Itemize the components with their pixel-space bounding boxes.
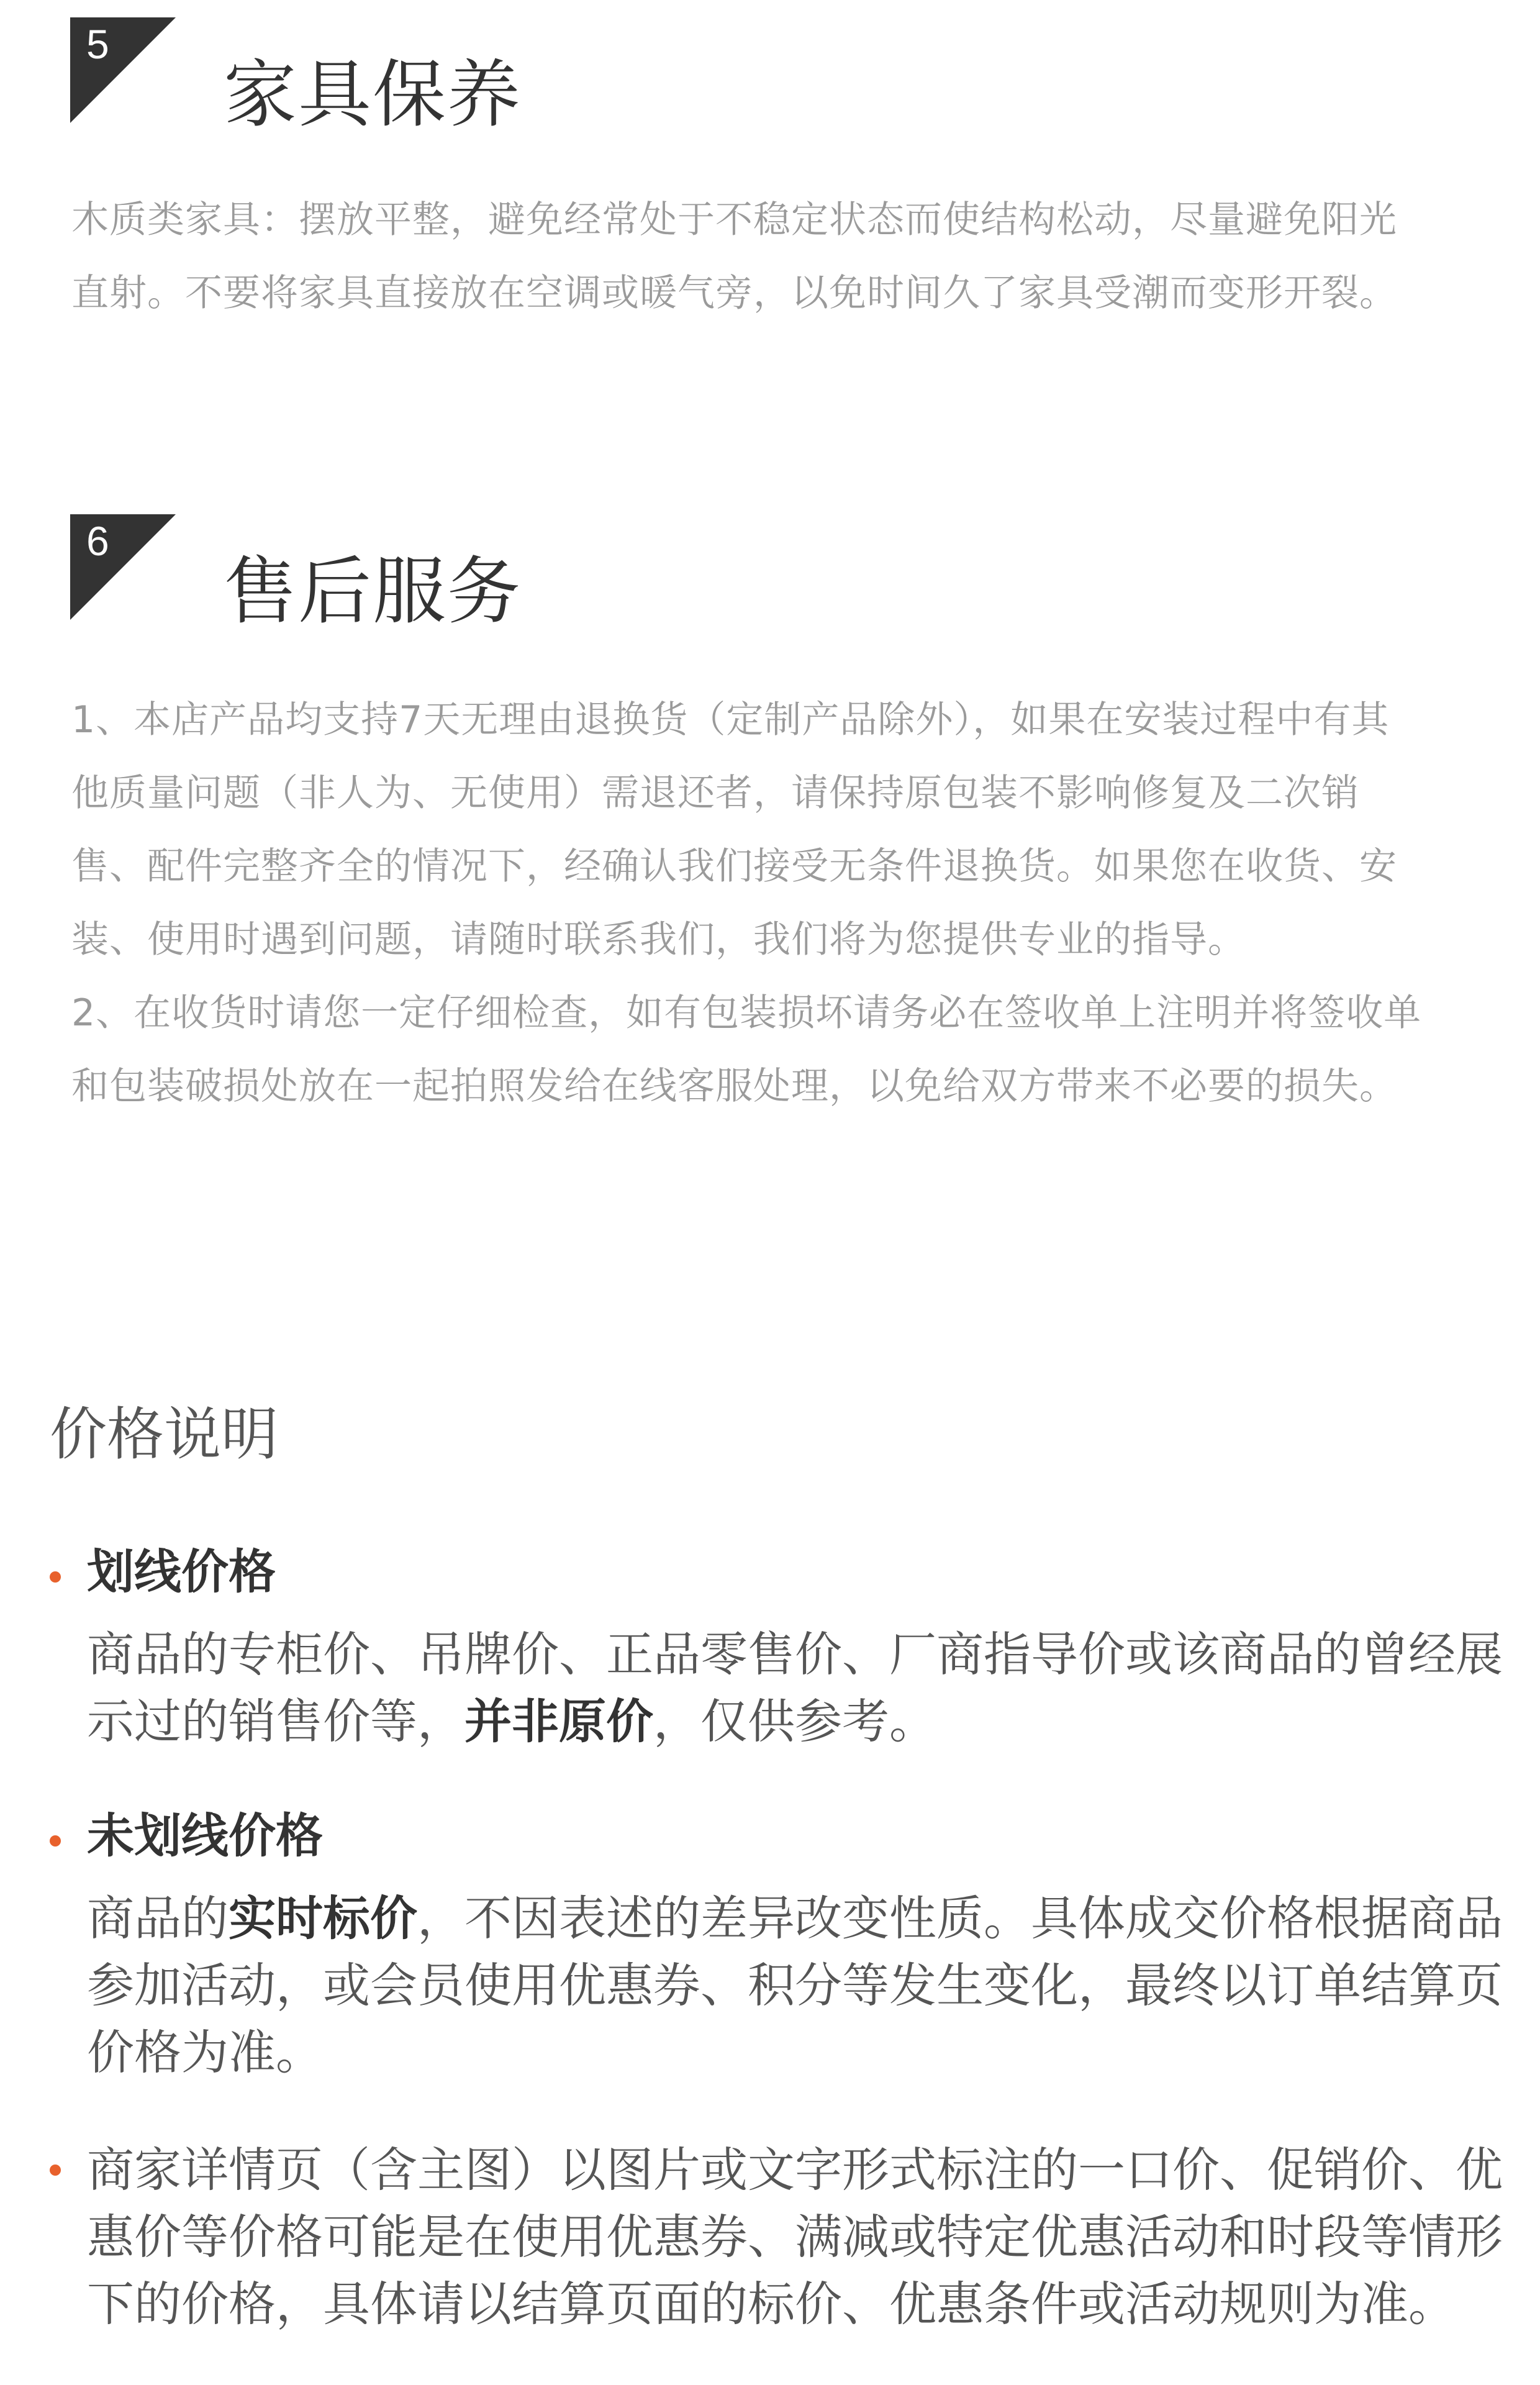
section-number: 6 [86, 518, 109, 564]
price-item-text [87, 1621, 1515, 1755]
price-item-text [87, 1885, 1515, 2086]
bullet-dot-icon [50, 1571, 61, 1583]
price-item-paragraph: 商家详情页（含主图）以图片或文字形式标注的一口价、促销价、优惠价等价格可能是在使用优惠券、满减或特定优惠活动和时段等情形下的价格，具体请以结算页面的标价、优惠条件或活动规则为准。 [87, 2142, 1503, 2332]
text-segment: ，不因表述的差异改变性质。具体成交价格根据商品参加活动，或会员使用优惠券、积分等发生变化，最终以订单结算页价格为准。 [87, 1891, 1503, 2080]
section-title: 售后服务 [224, 548, 522, 634]
section-paragraph: 木质类家具：摆放平整，避免经常处于不稳定状态而使结构松动，尽量避免阳光直射。不要将家具直接放在空调或暖气旁，以免时间久了家具受潮而变形开裂。 [71, 198, 1397, 315]
text-segment: ，仅供参考。 [653, 1694, 936, 1749]
section-number-badge [70, 514, 176, 620]
section-paragraph: 1、本店产品均支持7天无理由退换货（定制产品除外），如果在安装过程中有其他质量问题（非人为、无使用）需退还者，请保持原包装不影响修复及二次销售、配件完整齐全的情况下，经确认我们接受无条件退换货。如果您在收货、安装、使用时遇到问题，请随时联系我们，我们将为您提供专业的指导。 [71, 698, 1397, 961]
section-paragraph: 2、在收货时请您一定仔细检查，如有包装损坏请务必在签收单上注明并将签收单和包装破损处放在一起拍照发给在线客服处理，以免给双方带来不必要的损失。 [71, 991, 1422, 1108]
bullet-dot-icon [50, 2165, 61, 2176]
section-body [71, 183, 1425, 330]
price-item-text [87, 2137, 1515, 2338]
text-segment: 商品的专柜价、吊牌价、正品零售价、厂商指导价或该商品的曾经展示过的销售价等， [87, 1627, 1503, 1749]
price-item-title: 未划线价格 [87, 1808, 323, 1863]
price-item-title: 划线价格 [87, 1544, 276, 1599]
text-segment: 商品的 [87, 1891, 229, 1946]
emphasis-text: 实时标价 [229, 1891, 417, 1946]
section-body [71, 683, 1425, 1123]
section-number-badge [70, 17, 176, 123]
bullet-dot-icon [50, 1835, 61, 1847]
section-title: 家具保养 [224, 52, 522, 137]
price-heading: 价格说明 [50, 1401, 279, 1468]
section-number: 5 [86, 21, 109, 67]
emphasis-text: 并非原价 [464, 1694, 653, 1749]
